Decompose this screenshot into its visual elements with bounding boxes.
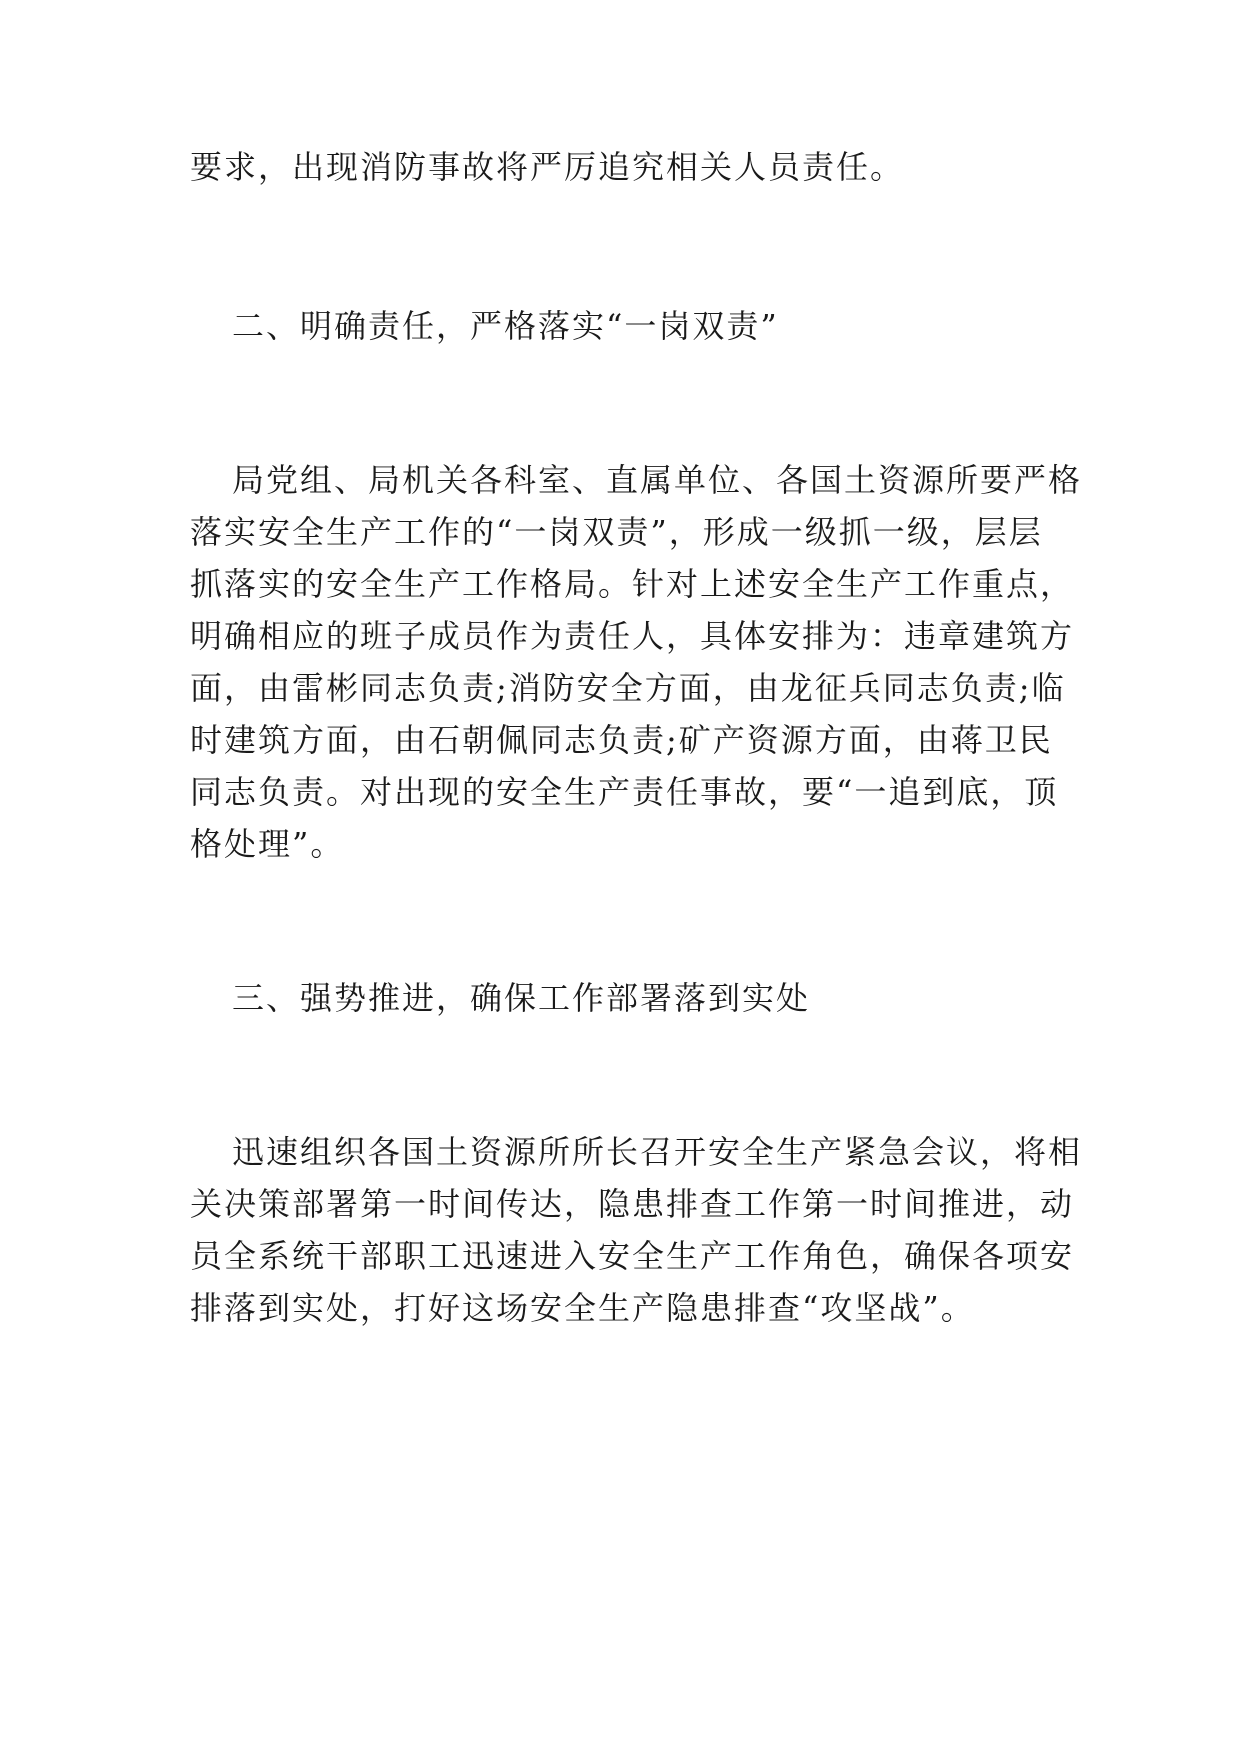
paragraph-line: 关决策部署第一时间传达，隐患排查工作第一时间推进，动	[190, 1185, 1075, 1223]
continued-text-line: 要求，出现消防事故将严厉追究相关人员责任。	[190, 148, 905, 186]
paragraph-line: 格处理”。	[190, 825, 345, 863]
paragraph-line: 迅速组织各国土资源所所长召开安全生产紧急会议，将相	[232, 1133, 1083, 1171]
section-3-heading: 三、强势推进，确保工作部署落到实处	[232, 979, 811, 1017]
paragraph-line: 局党组、局机关各科室、直属单位、各国土资源所要严格	[232, 461, 1083, 499]
paragraph-line: 时建筑方面，由石朝佩同志负责;矿产资源方面，由蒋卫民	[190, 721, 1053, 759]
paragraph-line: 明确相应的班子成员作为责任人，具体安排为：违章建筑方	[190, 617, 1075, 655]
section-2-heading: 二、明确责任，严格落实“一岗双责”	[232, 307, 779, 345]
paragraph-line: 同志负责。对出现的安全生产责任事故，要“一追到底，顶	[190, 773, 1059, 811]
paragraph-line: 落实安全生产工作的“一岗双责”，形成一级抓一级，层层	[190, 513, 1043, 551]
paragraph-line: 员全系统干部职工迅速进入安全生产工作角色，确保各项安	[190, 1237, 1075, 1275]
paragraph-line: 排落到实处，打好这场安全生产隐患排查“攻坚战”。	[190, 1289, 975, 1327]
paragraph-line: 抓落实的安全生产工作格局。针对上述安全生产工作重点，	[190, 565, 1075, 603]
paragraph-line: 面，由雷彬同志负责;消防安全方面，由龙征兵同志负责;临	[190, 669, 1066, 707]
